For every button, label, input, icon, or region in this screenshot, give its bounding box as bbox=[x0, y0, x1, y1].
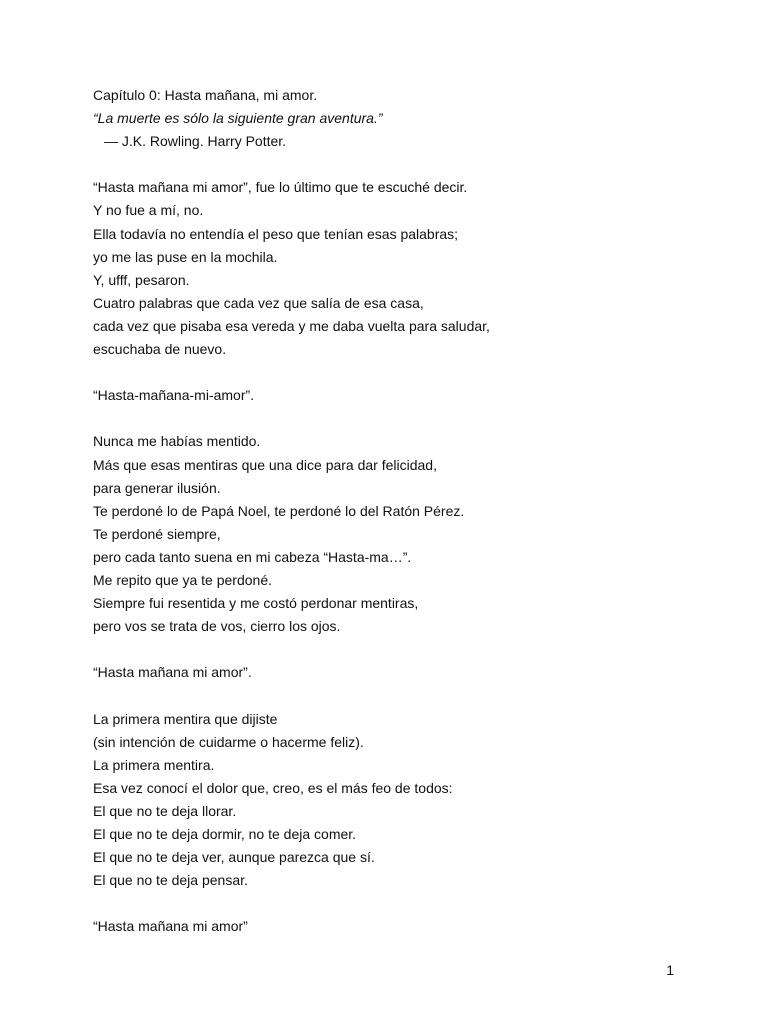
blank-line bbox=[93, 407, 713, 430]
text-line: Y, ufff, pesaron. bbox=[93, 271, 190, 288]
epigraph-quote: “La muerte es sólo la siguiente gran aventura.” bbox=[93, 110, 383, 127]
text-line: cada vez que pisaba esa vereda y me daba vuelta para saludar, bbox=[93, 317, 490, 334]
text-line: (sin intención de cuidarme o hacerme feliz). bbox=[93, 733, 364, 750]
text-line: La primera mentira que dijiste bbox=[93, 710, 278, 727]
text-line: para generar ilusión. bbox=[93, 479, 221, 496]
text-line: Ella todavía no entendía el peso que tenían esas palabras; bbox=[93, 225, 459, 242]
text-line: pero cada tanto suena en mi cabeza “Hasta-ma…”. bbox=[93, 548, 412, 565]
text-line: Esa vez conocí el dolor que, creo, es el más feo de todos: bbox=[93, 779, 453, 796]
stanza-2 bbox=[93, 384, 713, 407]
stanza-5 bbox=[93, 708, 713, 893]
stanza-6 bbox=[93, 915, 713, 938]
refrain-line: “Hasta mañana mi amor” bbox=[93, 918, 248, 935]
text-line: Siempre fui resentida y me costó perdonar mentiras, bbox=[93, 595, 419, 612]
text-line: escuchaba de nuevo. bbox=[93, 341, 227, 358]
stanza-3 bbox=[93, 430, 713, 638]
chapter-title: Capítulo 0: Hasta mañana, mi amor. bbox=[93, 87, 318, 103]
text-line: “Hasta mañana mi amor”, fue lo último que te escuché decir. bbox=[93, 179, 468, 196]
blank-line bbox=[93, 361, 713, 384]
text-line: Nunca me habías mentido. bbox=[93, 433, 261, 450]
stanza-1 bbox=[93, 176, 713, 361]
refrain-line: “Hasta mañana mi amor”. bbox=[93, 664, 252, 681]
text-line: Me repito que ya te perdoné. bbox=[93, 571, 273, 588]
text-line: El que no te deja dormir, no te deja comer. bbox=[93, 826, 357, 842]
blank-line bbox=[93, 892, 713, 915]
blank-line bbox=[93, 153, 713, 176]
text-line: El que no te deja ver, aunque parezca que sí. bbox=[93, 849, 375, 866]
text-line: La primera mentira. bbox=[93, 756, 215, 773]
text-line: pero vos se trata de vos, cierro los ojos. bbox=[93, 618, 341, 635]
epigraph-attribution: — J.K. Rowling. Harry Potter. bbox=[104, 133, 287, 150]
text-line: yo me las puse en la mochila. bbox=[93, 248, 278, 265]
document-body bbox=[93, 84, 713, 938]
refrain-line: “Hasta-mañana-mi-amor”. bbox=[93, 387, 255, 404]
text-line: El que no te deja llorar. bbox=[93, 802, 237, 819]
blank-line bbox=[93, 684, 713, 707]
text-line: Cuatro palabras que cada vez que salía de esa casa, bbox=[93, 294, 424, 311]
text-line: Te perdoné lo de Papá Noel, te perdoné lo del Ratón Pérez. bbox=[93, 502, 465, 519]
text-line: Y no fue a mí, no. bbox=[93, 202, 204, 219]
text-line: Te perdoné siempre, bbox=[93, 525, 221, 542]
text-line: Más que esas mentiras que una dice para dar felicidad, bbox=[93, 456, 437, 473]
stanza-4 bbox=[93, 661, 713, 684]
text-line: El que no te deja pensar. bbox=[93, 872, 248, 889]
page-number: 1 bbox=[666, 962, 674, 978]
blank-line bbox=[93, 638, 713, 661]
